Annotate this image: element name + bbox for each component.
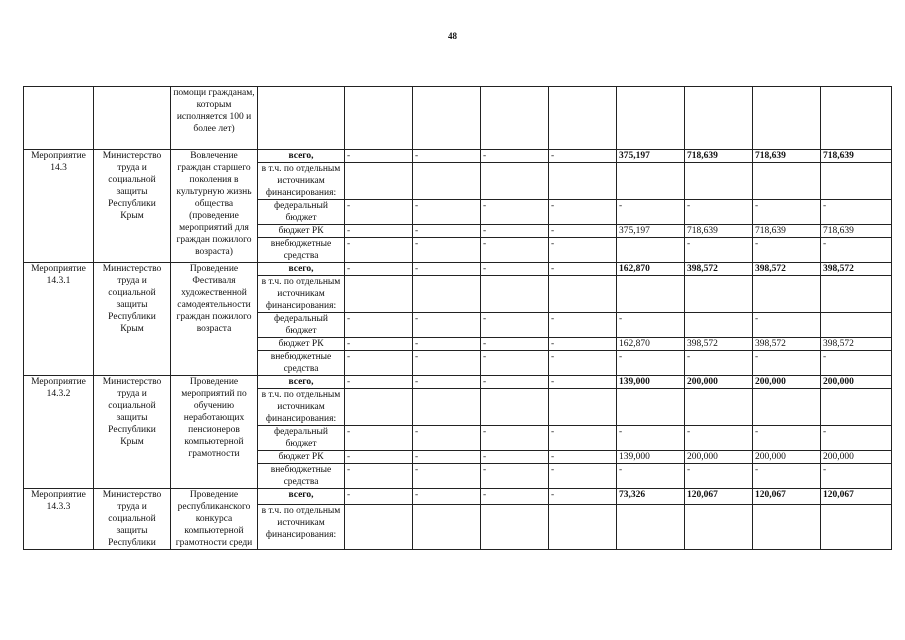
value-cell: - <box>413 263 481 276</box>
value-cell: - <box>481 426 549 451</box>
value-cell: 120,067 <box>821 489 892 505</box>
value-cell: 718,639 <box>821 225 892 238</box>
value-cell: - <box>481 238 549 263</box>
value-cell: - <box>753 200 821 225</box>
value-cell <box>685 313 753 338</box>
value-cell: - <box>345 376 413 389</box>
value-cell: 375,197 <box>617 150 685 163</box>
value-cell: - <box>481 338 549 351</box>
source-incl-label: в т.ч. по отдельным источникам финансирования: <box>258 504 345 549</box>
value-cell: - <box>345 313 413 338</box>
value-cell: 718,639 <box>685 225 753 238</box>
value-cell: - <box>345 338 413 351</box>
value-cell: - <box>685 238 753 263</box>
table-row <box>24 87 892 150</box>
value-cell: - <box>685 464 753 489</box>
description-cell: Проведение Фестиваля художественной самодеятельности граждан пожилого возраста <box>171 263 258 376</box>
value-cell: - <box>685 426 753 451</box>
value-cell: - <box>821 464 892 489</box>
value-cell <box>549 389 617 426</box>
measure-name-cell: Мероприятие 14.3.3 <box>24 489 94 550</box>
value-cell <box>481 163 549 200</box>
value-cell <box>617 163 685 200</box>
value-cell: - <box>617 351 685 376</box>
value-cell: - <box>345 451 413 464</box>
value-cell <box>753 504 821 549</box>
value-cell: - <box>549 150 617 163</box>
source-federal-label: федеральный бюджет <box>258 313 345 338</box>
source-federal-label: федеральный бюджет <box>258 426 345 451</box>
value-cell: - <box>481 263 549 276</box>
value-cell <box>821 87 892 150</box>
value-cell: - <box>481 225 549 238</box>
value-cell: - <box>821 426 892 451</box>
value-cell: - <box>481 464 549 489</box>
value-cell: 200,000 <box>821 451 892 464</box>
value-cell: - <box>413 238 481 263</box>
value-cell: 398,572 <box>685 263 753 276</box>
org-cell: Министерство труда и социальной защиты Республики Крым <box>94 263 171 376</box>
source-rk-label: бюджет РК <box>258 225 345 238</box>
value-cell: - <box>481 489 549 505</box>
value-cell <box>821 504 892 549</box>
value-cell: - <box>413 451 481 464</box>
value-cell: - <box>481 200 549 225</box>
value-cell: 120,067 <box>685 489 753 505</box>
source-extra-label: внебюджетные средства <box>258 464 345 489</box>
value-cell <box>413 389 481 426</box>
value-cell: - <box>413 200 481 225</box>
value-cell <box>753 87 821 150</box>
value-cell: 718,639 <box>753 225 821 238</box>
value-cell: - <box>413 351 481 376</box>
page-number: 48 <box>448 31 457 41</box>
value-cell: 375,197 <box>617 225 685 238</box>
value-cell <box>549 163 617 200</box>
value-cell: 200,000 <box>685 376 753 389</box>
value-cell: 200,000 <box>753 451 821 464</box>
value-cell: - <box>549 376 617 389</box>
value-cell: 398,572 <box>753 263 821 276</box>
value-cell <box>685 389 753 426</box>
value-cell: - <box>345 464 413 489</box>
measure-name-cell: Мероприятие 14.3 <box>24 150 94 263</box>
measure-name-cell: Мероприятие 14.3.1 <box>24 263 94 376</box>
value-cell: - <box>549 451 617 464</box>
value-cell: - <box>345 200 413 225</box>
value-cell: - <box>413 225 481 238</box>
source-rk-label: бюджет РК <box>258 451 345 464</box>
value-cell <box>685 87 753 150</box>
table-row <box>24 263 892 276</box>
value-cell <box>617 238 685 263</box>
value-cell: - <box>345 351 413 376</box>
table-row <box>24 489 892 505</box>
value-cell <box>753 163 821 200</box>
value-cell <box>821 163 892 200</box>
source-cell <box>258 87 345 150</box>
value-cell <box>685 504 753 549</box>
value-cell <box>753 389 821 426</box>
value-cell: - <box>481 150 549 163</box>
description-cell: Проведение республиканского конкурса компьютерной грамотности среди <box>171 489 258 550</box>
value-cell: 398,572 <box>821 263 892 276</box>
value-cell: - <box>345 238 413 263</box>
value-cell: - <box>345 263 413 276</box>
org-cell: Министерство труда и социальной защиты Республики <box>94 489 171 550</box>
source-incl-label: в т.ч. по отдельным источникам финансирования: <box>258 276 345 313</box>
value-cell <box>549 87 617 150</box>
value-cell: - <box>685 200 753 225</box>
value-cell: - <box>549 351 617 376</box>
value-cell: 200,000 <box>753 376 821 389</box>
value-cell: - <box>617 200 685 225</box>
value-cell: - <box>345 150 413 163</box>
value-cell: - <box>549 426 617 451</box>
description-cell: помощи гражданам, которым исполняется 100 и более лет) <box>171 87 258 150</box>
value-cell <box>549 504 617 549</box>
value-cell: - <box>481 451 549 464</box>
value-cell: - <box>821 351 892 376</box>
value-cell <box>617 87 685 150</box>
source-total-label: всего, <box>258 263 345 276</box>
value-cell: 200,000 <box>821 376 892 389</box>
value-cell: 73,326 <box>617 489 685 505</box>
value-cell: 200,000 <box>685 451 753 464</box>
value-cell <box>549 276 617 313</box>
value-cell: - <box>549 464 617 489</box>
value-cell <box>481 389 549 426</box>
measure-name-cell <box>24 87 94 150</box>
org-cell: Министерство труда и социальной защиты Республики Крым <box>94 376 171 489</box>
source-rk-label: бюджет РК <box>258 338 345 351</box>
source-total-label: всего, <box>258 150 345 163</box>
source-total-label: всего, <box>258 489 345 505</box>
value-cell: 120,067 <box>753 489 821 505</box>
value-cell <box>413 504 481 549</box>
value-cell <box>617 504 685 549</box>
table-row <box>24 376 892 389</box>
value-cell: - <box>413 464 481 489</box>
value-cell <box>345 389 413 426</box>
value-cell <box>345 276 413 313</box>
value-cell <box>413 276 481 313</box>
value-cell: - <box>549 338 617 351</box>
value-cell: - <box>617 426 685 451</box>
value-cell: - <box>549 238 617 263</box>
funding-table <box>23 86 892 550</box>
value-cell: - <box>413 338 481 351</box>
value-cell: 162,870 <box>617 263 685 276</box>
value-cell: 398,572 <box>821 338 892 351</box>
value-cell <box>345 504 413 549</box>
value-cell: 718,639 <box>685 150 753 163</box>
value-cell: 398,572 <box>685 338 753 351</box>
measure-name-cell: Мероприятие 14.3.2 <box>24 376 94 489</box>
description-cell: Проведение мероприятий по обучению неработающих пенсионеров компьютерной грамотности <box>171 376 258 489</box>
value-cell: 718,639 <box>821 150 892 163</box>
value-cell <box>821 276 892 313</box>
value-cell: - <box>753 313 821 338</box>
source-total-label: всего, <box>258 376 345 389</box>
value-cell <box>753 276 821 313</box>
value-cell: - <box>821 200 892 225</box>
value-cell: - <box>753 351 821 376</box>
value-cell: - <box>549 313 617 338</box>
source-federal-label: федеральный бюджет <box>258 200 345 225</box>
value-cell: - <box>413 489 481 505</box>
value-cell: - <box>617 464 685 489</box>
value-cell <box>345 87 413 150</box>
value-cell: - <box>413 426 481 451</box>
value-cell: - <box>753 426 821 451</box>
value-cell <box>685 163 753 200</box>
value-cell: - <box>413 150 481 163</box>
value-cell: - <box>413 376 481 389</box>
value-cell <box>481 504 549 549</box>
value-cell <box>413 163 481 200</box>
value-cell: - <box>481 351 549 376</box>
value-cell: - <box>753 238 821 263</box>
value-cell: - <box>821 238 892 263</box>
value-cell: - <box>481 376 549 389</box>
org-cell <box>94 87 171 150</box>
value-cell <box>685 276 753 313</box>
value-cell: - <box>345 426 413 451</box>
value-cell: - <box>549 200 617 225</box>
value-cell <box>345 163 413 200</box>
source-extra-label: внебюджетные средства <box>258 351 345 376</box>
value-cell <box>413 87 481 150</box>
value-cell: - <box>345 489 413 505</box>
value-cell: - <box>753 464 821 489</box>
value-cell <box>617 276 685 313</box>
value-cell <box>481 276 549 313</box>
value-cell: 139,000 <box>617 451 685 464</box>
source-incl-label: в т.ч. по отдельным источникам финансирования: <box>258 163 345 200</box>
value-cell: - <box>549 489 617 505</box>
value-cell: - <box>481 313 549 338</box>
value-cell: - <box>549 263 617 276</box>
value-cell: - <box>685 351 753 376</box>
value-cell: - <box>549 225 617 238</box>
source-incl-label: в т.ч. по отдельным источникам финансирования: <box>258 389 345 426</box>
value-cell <box>821 313 892 338</box>
value-cell: 139,000 <box>617 376 685 389</box>
value-cell <box>617 389 685 426</box>
value-cell: - <box>345 225 413 238</box>
value-cell <box>821 389 892 426</box>
source-extra-label: внебюджетные средства <box>258 238 345 263</box>
value-cell: 398,572 <box>753 338 821 351</box>
value-cell: 718,639 <box>753 150 821 163</box>
value-cell: - <box>413 313 481 338</box>
org-cell: Министерство труда и социальной защиты Республики Крым <box>94 150 171 263</box>
value-cell: - <box>617 313 685 338</box>
description-cell: Вовлечение граждан старшего поколения в культурную жизнь общества (проведение мероприятий для граждан пожилого возраста) <box>171 150 258 263</box>
value-cell <box>481 87 549 150</box>
table-row <box>24 150 892 163</box>
value-cell: 162,870 <box>617 338 685 351</box>
